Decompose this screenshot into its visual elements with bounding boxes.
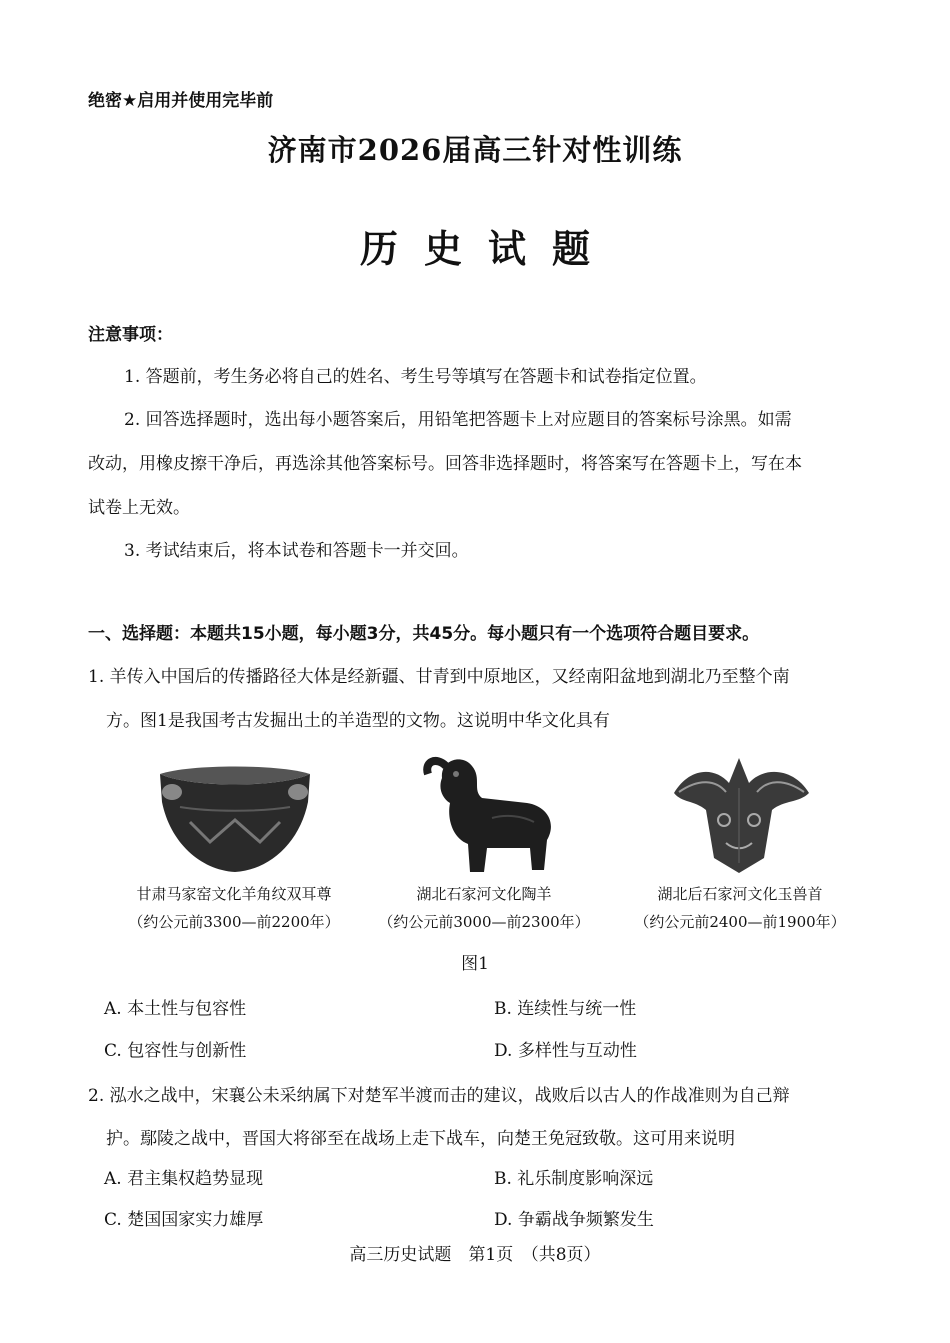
figure-caption-2-name: 湖北石家河文化陶羊 [416, 885, 552, 903]
section-heading: 一、选择题：本题共15小题，每小题3分，共45分。每小题只有一个选项符合题目要求。 [88, 624, 760, 644]
figure-caption-1 [104, 880, 364, 936]
notice-item-2-line-2: 改动，用橡皮擦干净后，再选涂其他答案标号。回答非选择题时，将答案写在答题卡上，写在本 [88, 454, 802, 474]
figure-caption-3-name: 湖北后石家河文化玉兽首 [657, 885, 823, 903]
question-2-option-a[interactable]: A. 君主集权趋势显现 [104, 1169, 264, 1189]
figure-caption-2 [364, 880, 604, 936]
question-2-stem-line-1: 2. 泓水之战中，宋襄公未采纳属下对楚军半渡而击的建议，战败后以古人的作战准则为自己辩 [88, 1086, 790, 1106]
page-footer: 高三历史试题 第1页 （共8页） [349, 1245, 601, 1265]
question-1-option-b[interactable]: B. 连续性与统一性 [494, 999, 637, 1019]
artifact-jade-beast-head-image [654, 748, 824, 878]
question-2-stem-line-2: 护。鄢陵之战中，晋国大将郤至在战场上走下战车，向楚王免冠致敬。这可用来说明 [106, 1129, 735, 1149]
notice-item-1: 1. 答题前，考生务必将自己的姓名、考生号等填写在答题卡和试卷指定位置。 [124, 367, 707, 387]
question-2-option-d[interactable]: D. 争霸战争频繁发生 [494, 1210, 654, 1230]
figure-label: 图1 [461, 954, 489, 974]
figure-caption-2-date: （约公元前3000—前2300年） [378, 913, 590, 931]
confidential-label: 绝密★启用并使用完毕前 [88, 91, 274, 111]
notice-item-2-line-1: 2. 回答选择题时，选出每小题答案后，用铅笔把答题卡上对应题目的答案标号涂黑。如需 [124, 410, 792, 430]
artifact-pottery-sheep-image [412, 748, 562, 878]
question-1-stem-line-1: 1. 羊传入中国后的传播路径大体是经新疆、甘青到中原地区，又经南阳盆地到湖北乃至整个南 [88, 667, 790, 687]
figure-caption-3-date: （约公元前2400—前1900年） [634, 913, 846, 931]
exam-title: 历史试题 [359, 226, 616, 271]
question-1-stem-line-2: 方。图1是我国考古发掘出土的羊造型的文物。这说明中华文化具有 [106, 711, 610, 731]
figure-caption-1-name: 甘肃马家窑文化羊角纹双耳尊 [136, 885, 332, 903]
figure-caption-1-date: （约公元前3300—前2200年） [128, 913, 340, 931]
question-2-option-b[interactable]: B. 礼乐制度影响深远 [494, 1169, 654, 1189]
question-1-option-a[interactable]: A. 本土性与包容性 [104, 999, 247, 1019]
artifact-vessel-image [150, 752, 320, 882]
figure-caption-3 [614, 880, 866, 936]
question-1-option-c[interactable]: C. 包容性与创新性 [104, 1041, 247, 1061]
question-2-option-c[interactable]: C. 楚国国家实力雄厚 [104, 1210, 264, 1230]
notice-item-2-line-3: 试卷上无效。 [88, 498, 190, 518]
exam-subtitle: 济南市2026届高三针对性训练 [267, 133, 683, 167]
notice-heading: 注意事项： [88, 325, 173, 345]
notice-item-3: 3. 考试结束后，将本试卷和答题卡一并交回。 [124, 541, 469, 561]
question-1-option-d[interactable]: D. 多样性与互动性 [494, 1041, 637, 1061]
